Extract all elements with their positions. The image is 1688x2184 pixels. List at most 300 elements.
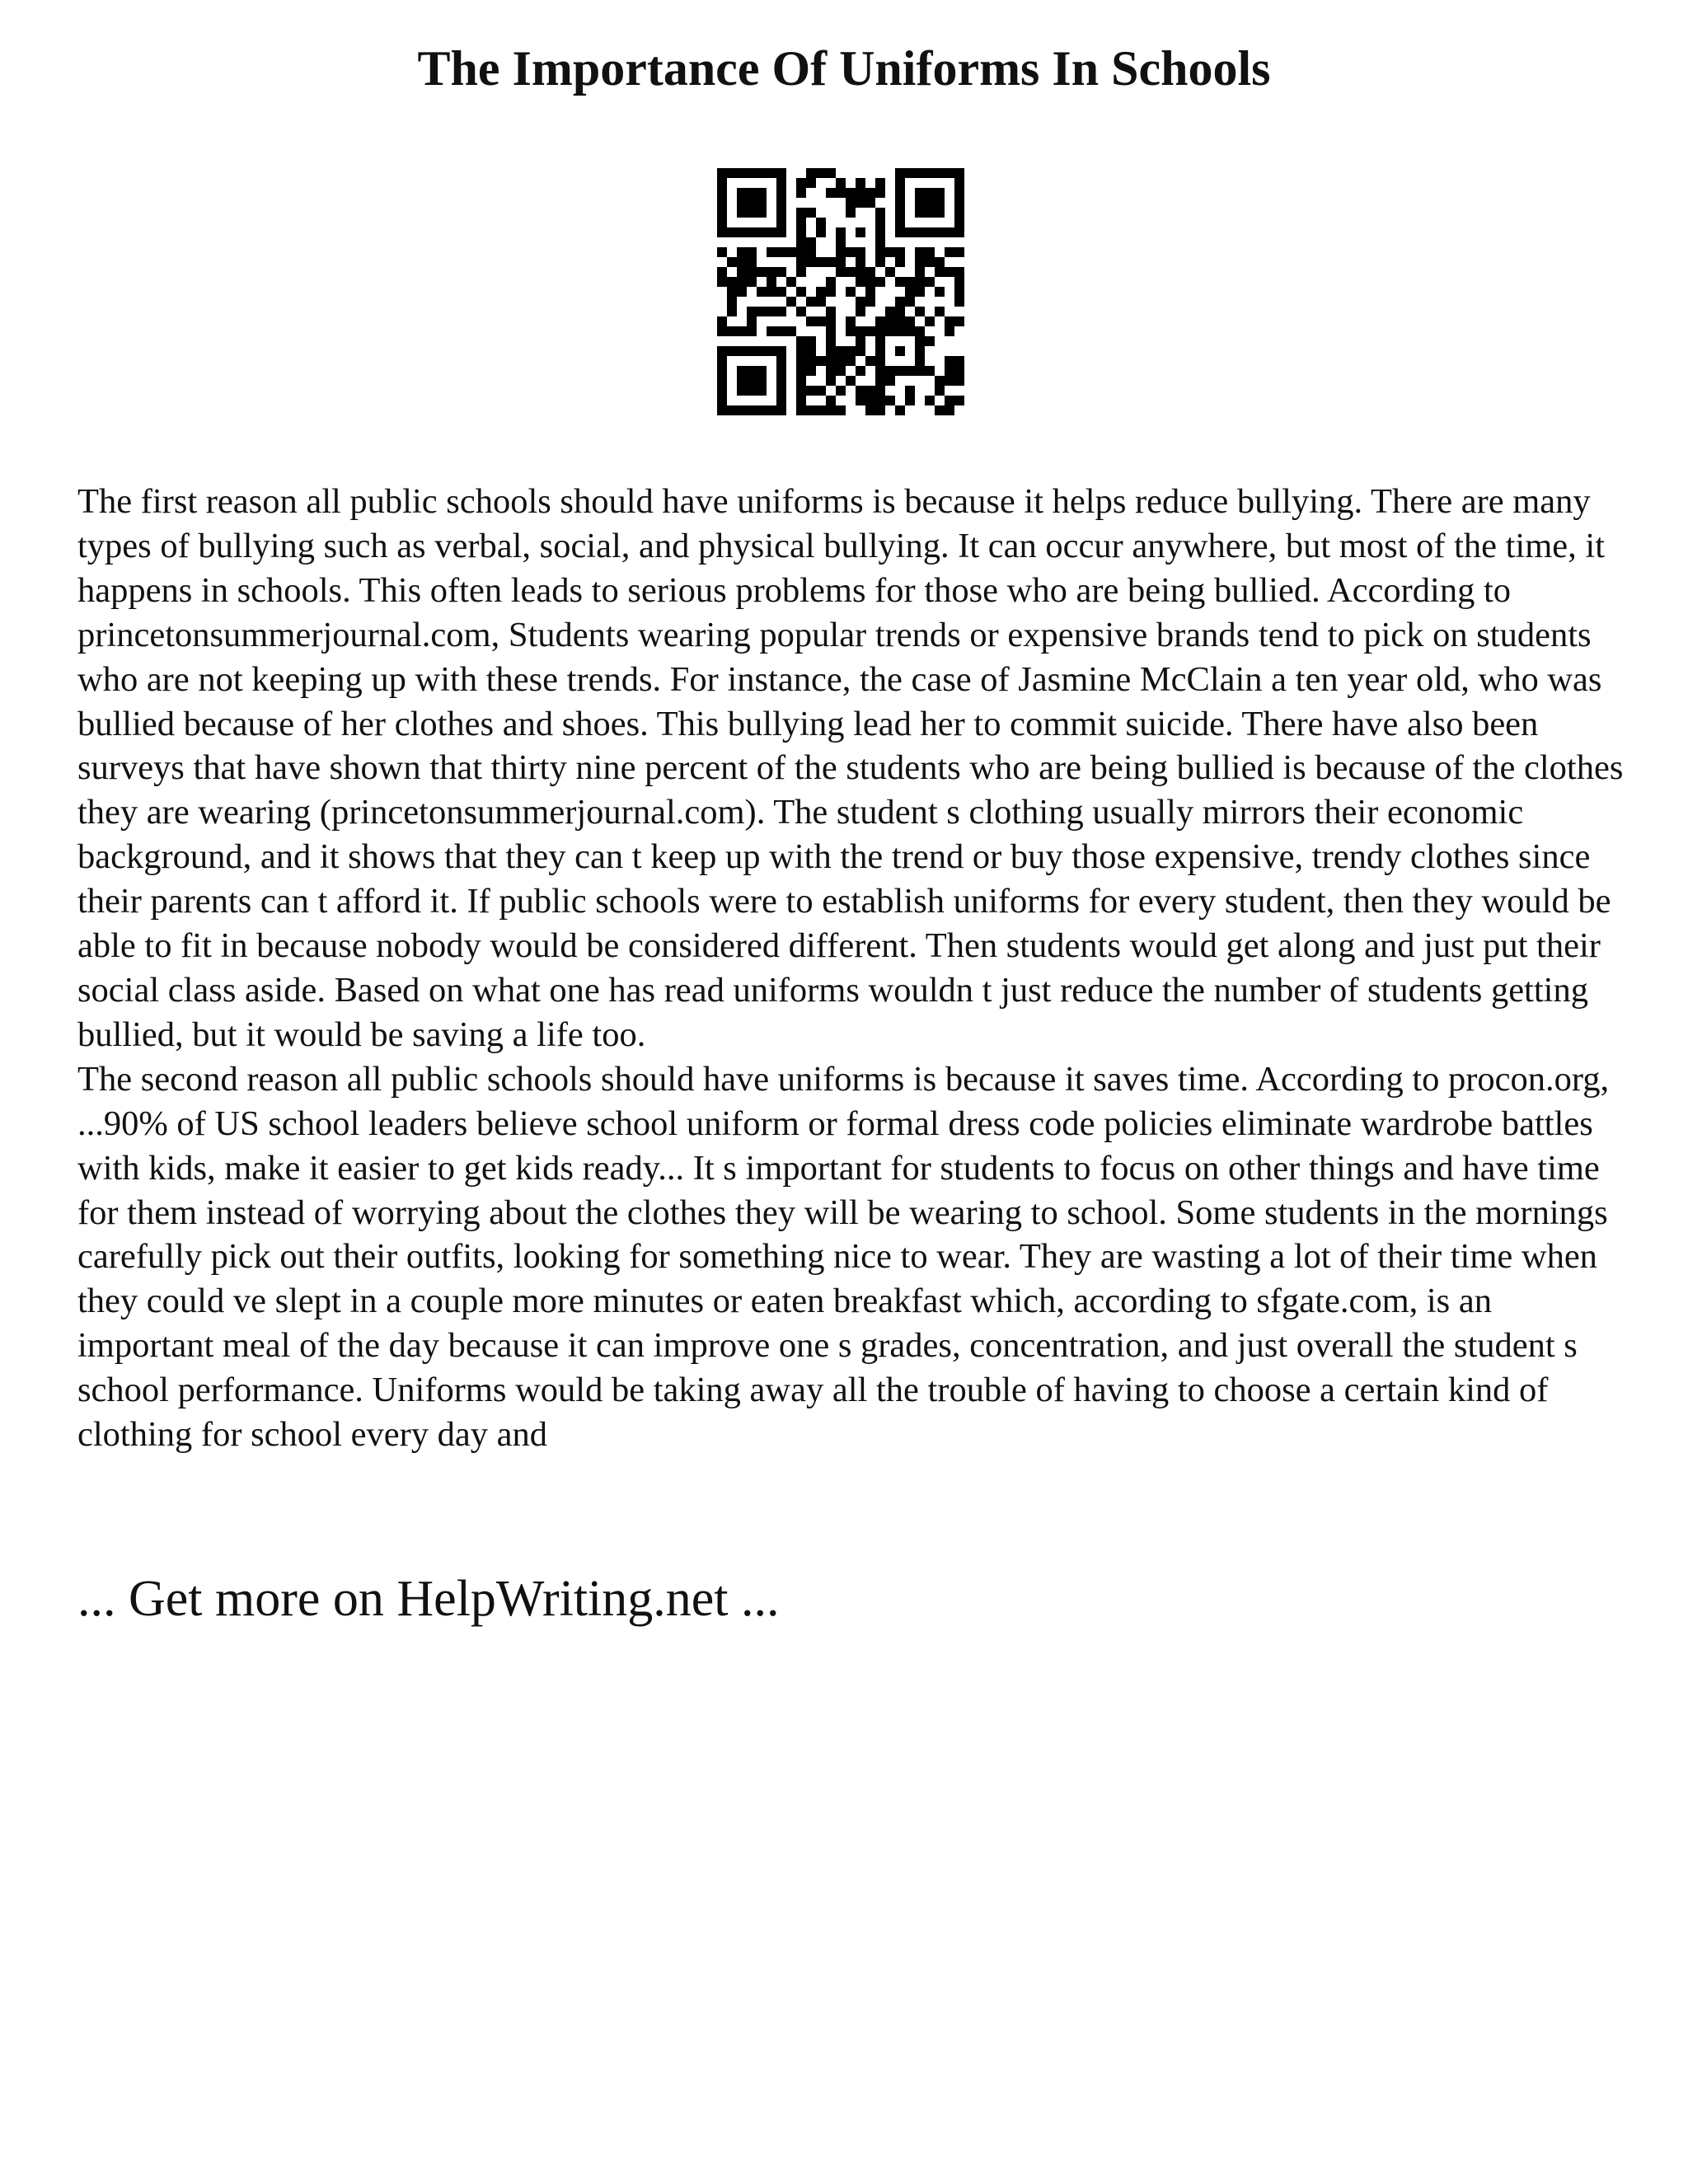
qr-module: [895, 188, 905, 198]
qr-module: [747, 326, 757, 336]
qr-module: [757, 376, 767, 386]
qr-module: [826, 188, 836, 198]
qr-module: [925, 227, 935, 237]
qr-module: [806, 386, 816, 396]
qr-module: [954, 188, 964, 198]
qr-module: [856, 326, 865, 336]
qr-module: [915, 277, 925, 287]
qr-module: [865, 267, 875, 277]
qr-module: [915, 168, 925, 178]
qr-module: [717, 366, 727, 376]
get-more-link[interactable]: ... Get more on HelpWriting.net ...: [77, 1571, 780, 1627]
qr-module: [915, 247, 925, 257]
qr-module: [895, 326, 905, 336]
qr-module: [935, 307, 945, 316]
qr-module: [895, 307, 905, 316]
qr-module: [846, 208, 856, 218]
qr-module: [717, 326, 727, 336]
qr-module: [717, 198, 727, 208]
qr-module: [945, 316, 954, 326]
qr-module: [776, 376, 786, 386]
qr-module: [836, 366, 846, 376]
qr-module: [747, 188, 757, 198]
qr-module: [737, 227, 747, 237]
qr-module: [856, 227, 865, 237]
qr-module: [806, 336, 816, 346]
qr-module: [954, 396, 964, 405]
qr-module: [717, 386, 727, 396]
qr-module: [915, 227, 925, 237]
qr-module: [836, 267, 846, 277]
qr-module: [796, 336, 806, 346]
qr-module: [895, 366, 905, 376]
qr-module: [757, 405, 767, 415]
qr-module: [856, 257, 865, 267]
qr-module: [796, 366, 806, 376]
qr-module: [796, 178, 806, 188]
qr-module: [945, 267, 954, 277]
qr-module: [767, 267, 776, 277]
qr-module: [747, 316, 757, 326]
qr-module: [747, 366, 757, 376]
qr-module: [925, 168, 935, 178]
qr-module: [816, 227, 826, 237]
qr-module: [717, 376, 727, 386]
qr-module: [806, 178, 816, 188]
qr-module: [826, 336, 836, 346]
qr-module: [875, 376, 885, 386]
qr-module: [856, 188, 865, 198]
qr-module: [925, 336, 935, 346]
qr-module: [826, 396, 836, 405]
qr-module: [935, 257, 945, 267]
qr-module: [875, 218, 885, 227]
qr-module: [945, 168, 954, 178]
qr-module: [935, 227, 945, 237]
qr-module: [727, 346, 737, 356]
qr-module: [737, 267, 747, 277]
qr-module: [767, 277, 776, 287]
qr-module: [954, 356, 964, 366]
qr-module: [816, 316, 826, 326]
qr-module: [776, 208, 786, 218]
qr-module: [776, 346, 786, 356]
qr-module: [826, 287, 836, 297]
qr-module: [806, 346, 816, 356]
qr-module: [816, 168, 826, 178]
qr-module: [895, 227, 905, 237]
qr-module: [776, 356, 786, 366]
qr-module: [816, 386, 826, 396]
qr-module: [816, 218, 826, 227]
qr-module: [954, 297, 964, 307]
qr-module: [905, 366, 915, 376]
qr-module: [747, 405, 757, 415]
qr-module: [786, 326, 796, 336]
qr-module: [757, 267, 767, 277]
qr-module: [875, 227, 885, 237]
qr-module: [796, 208, 806, 218]
qr-module: [737, 346, 747, 356]
qr-module: [856, 336, 865, 346]
qr-module: [856, 198, 865, 208]
qr-module: [727, 405, 737, 415]
qr-module: [875, 405, 885, 415]
qr-module: [836, 405, 846, 415]
qr-module: [816, 297, 826, 307]
qr-module: [826, 356, 836, 366]
qr-module: [776, 227, 786, 237]
qr-module: [757, 346, 767, 356]
qr-module: [737, 257, 747, 267]
article-body: [77, 480, 1627, 1457]
qr-module: [767, 307, 776, 316]
qr-module: [915, 287, 925, 297]
qr-module: [885, 376, 895, 386]
qr-module: [856, 297, 865, 307]
qr-module: [836, 346, 846, 356]
qr-module: [875, 178, 885, 188]
qr-module: [836, 227, 846, 237]
qr-module: [875, 237, 885, 247]
qr-module: [737, 287, 747, 297]
qr-module: [954, 178, 964, 188]
qr-module: [875, 346, 885, 356]
qr-module: [856, 307, 865, 316]
qr-module: [954, 168, 964, 178]
qr-module: [747, 267, 757, 277]
qr-module: [856, 386, 865, 396]
qr-module: [856, 366, 865, 376]
qr-module: [935, 208, 945, 218]
qr-module: [717, 188, 727, 198]
qr-module: [875, 257, 885, 267]
qr-module: [806, 297, 816, 307]
qr-module: [717, 218, 727, 227]
qr-module: [935, 376, 945, 386]
qr-module: [717, 227, 727, 237]
qr-module: [925, 257, 935, 267]
qr-module: [776, 218, 786, 227]
qr-module: [935, 287, 945, 297]
qr-module: [806, 356, 816, 366]
qr-module: [865, 396, 875, 405]
qr-module: [915, 257, 925, 267]
qr-module: [915, 267, 925, 277]
qr-module: [826, 346, 836, 356]
qr-module: [767, 326, 776, 336]
qr-module: [747, 168, 757, 178]
qr-module: [747, 376, 757, 386]
paragraph: The first reason all public schools should have uniforms is because it helps reduce bullying. There are many types of bullying such as verbal, social, and physical bullying. It can occur anywhere, but most of the time, it happens in schools. This often leads to serious problems for those who are being bullied. According to princetonsummerjournal.com, Students wearing popular trends or expensive brands tend to pick on students who are not keeping up with these trends. For instance, the case of Jasmine McClain a ten year old, who was bullied because of her clothes and shoes. This bullying lead her to commit suicide. There have also been surveys that have shown that thirty nine percent of the students who are being bullied is because of the clothes they are wearing (princetonsummerjournal.com). The student s clothing usually mirrors their economic background, and it shows that they can t keep up with the trend or buy those expensive, trendy clothes since their parents can t afford it. If public schools were to establish uniforms for every student, then they would be able to fit in because nobody would be considered different. Then students would get along and just put their social class aside. Based on what one has read uniforms wouldn t just reduce the number of students getting bullied, but it would be saving a life too.: [77, 482, 1624, 1054]
qr-module: [796, 376, 806, 386]
qr-module: [767, 227, 776, 237]
qr-module: [776, 307, 786, 316]
qr-module: [895, 208, 905, 218]
qr-module: [776, 396, 786, 405]
qr-module: [885, 366, 895, 376]
qr-module: [836, 178, 846, 188]
qr-module: [954, 218, 964, 227]
qr-module: [747, 386, 757, 396]
qr-module: [885, 316, 895, 326]
qr-module: [954, 376, 964, 386]
qr-module: [945, 405, 954, 415]
qr-module: [846, 326, 856, 336]
qr-module: [865, 326, 875, 336]
qr-module: [945, 396, 954, 405]
qr-module: [717, 208, 727, 218]
qr-module: [717, 356, 727, 366]
qr-module: [757, 168, 767, 178]
qr-module: [954, 277, 964, 287]
qr-module: [895, 168, 905, 178]
qr-module: [846, 188, 856, 198]
qr-module: [796, 356, 806, 366]
qr-module: [856, 346, 865, 356]
qr-module: [846, 376, 856, 386]
qr-module: [945, 356, 954, 366]
qr-module: [776, 267, 786, 277]
qr-module: [856, 277, 865, 287]
qr-module: [885, 267, 895, 277]
qr-module: [806, 237, 816, 247]
qr-module: [915, 198, 925, 208]
qr-module: [776, 188, 786, 198]
qr-module: [826, 307, 836, 316]
qr-module: [954, 227, 964, 237]
qr-module: [935, 188, 945, 198]
qr-module: [905, 227, 915, 237]
qr-module: [727, 297, 737, 307]
qr-module: [786, 247, 796, 257]
qr-module: [875, 356, 885, 366]
qr-module: [816, 405, 826, 415]
qr-module: [717, 247, 727, 257]
qr-module: [737, 326, 747, 336]
qr-module: [925, 366, 935, 376]
qr-module: [925, 208, 935, 218]
qr-module: [757, 208, 767, 218]
qr-module: [757, 188, 767, 198]
qr-module: [767, 287, 776, 297]
qr-module: [757, 386, 767, 396]
qr-module: [905, 396, 915, 405]
qr-module: [925, 247, 935, 257]
qr-module: [717, 168, 727, 178]
qr-module: [875, 277, 885, 287]
qr-module: [935, 168, 945, 178]
qr-module: [717, 277, 727, 287]
qr-module: [895, 257, 905, 267]
qr-module: [895, 247, 905, 257]
qr-module: [885, 307, 895, 316]
qr-module: [826, 326, 836, 336]
qr-module: [895, 277, 905, 287]
qr-module: [875, 336, 885, 346]
qr-module: [767, 247, 776, 257]
qr-module: [935, 267, 945, 277]
qr-module: [954, 247, 964, 257]
qr-module: [925, 316, 935, 326]
qr-module: [826, 257, 836, 267]
qr-module: [885, 326, 895, 336]
qr-module: [846, 356, 856, 366]
qr-module: [727, 326, 737, 336]
qr-module: [875, 247, 885, 257]
qr-module: [846, 198, 856, 208]
qr-module: [915, 336, 925, 346]
qr-module: [895, 198, 905, 208]
qr-module: [895, 316, 905, 326]
qr-module: [727, 287, 737, 297]
qr-module: [905, 277, 915, 287]
qr-module: [796, 346, 806, 356]
qr-module: [945, 376, 954, 386]
qr-module: [757, 307, 767, 316]
qr-module: [806, 316, 816, 326]
qr-module: [885, 396, 895, 405]
qr-module: [776, 405, 786, 415]
qr-module: [875, 188, 885, 198]
qr-module: [915, 326, 925, 336]
qr-module: [796, 218, 806, 227]
qr-module: [816, 257, 826, 267]
qr-module: [727, 277, 737, 287]
qr-module: [737, 208, 747, 218]
qr-module: [747, 346, 757, 356]
qr-module: [747, 307, 757, 316]
qr-module: [826, 366, 836, 376]
qr-module: [856, 396, 865, 405]
qr-code-graphic: [717, 168, 964, 415]
qr-module: [856, 247, 865, 257]
qr-module: [776, 366, 786, 376]
qr-module: [945, 366, 954, 376]
qr-module: [737, 168, 747, 178]
qr-module: [875, 366, 885, 376]
qr-module: [767, 168, 776, 178]
qr-module: [757, 287, 767, 297]
qr-module: [776, 287, 786, 297]
qr-module: [905, 297, 915, 307]
qr-module: [806, 405, 816, 415]
qr-module: [727, 168, 737, 178]
qr-module: [954, 287, 964, 297]
qr-module: [915, 188, 925, 198]
qr-module: [865, 198, 875, 208]
qr-module: [747, 247, 757, 257]
qr-module: [895, 218, 905, 227]
qr-module: [757, 227, 767, 237]
qr-module: [737, 386, 747, 396]
qr-module: [846, 267, 856, 277]
qr-module: [865, 405, 875, 415]
qr-module: [727, 307, 737, 316]
qr-module: [796, 307, 806, 316]
qr-module: [945, 326, 954, 336]
qr-module: [786, 277, 796, 287]
qr-module: [846, 346, 856, 356]
qr-module: [806, 247, 816, 257]
qr-module: [757, 366, 767, 376]
qr-module: [796, 287, 806, 297]
qr-module: [776, 168, 786, 178]
qr-module: [915, 208, 925, 218]
page-title: The Importance Of Uniforms In Schools: [417, 41, 1271, 96]
qr-module: [875, 316, 885, 326]
qr-module: [925, 198, 935, 208]
qr-module: [954, 316, 964, 326]
qr-module: [836, 257, 846, 267]
qr-module: [875, 326, 885, 336]
qr-module: [826, 316, 836, 326]
qr-module: [747, 208, 757, 218]
qr-module: [915, 366, 925, 376]
qr-module: [945, 247, 954, 257]
qr-module: [737, 376, 747, 386]
qr-module: [836, 188, 846, 198]
qr-module: [747, 277, 757, 287]
qr-module: [954, 208, 964, 218]
qr-module: [806, 168, 816, 178]
qr-module: [954, 366, 964, 376]
qr-module: [846, 247, 856, 257]
qr-module: [796, 227, 806, 237]
qr-module: [737, 366, 747, 376]
qr-module: [796, 247, 806, 257]
qr-module: [954, 198, 964, 208]
qr-module: [767, 405, 776, 415]
qr-module: [717, 178, 727, 188]
qr-module: [826, 405, 836, 415]
qr-module: [717, 396, 727, 405]
qr-module: [846, 316, 856, 326]
qr-module: [895, 178, 905, 188]
qr-module: [747, 257, 757, 267]
qr-module: [875, 386, 885, 396]
qr-module: [865, 287, 875, 297]
qr-code-icon[interactable]: [717, 168, 964, 415]
qr-module: [776, 247, 786, 257]
qr-module: [796, 237, 806, 247]
qr-module: [935, 405, 945, 415]
qr-module: [737, 277, 747, 287]
qr-module: [796, 257, 806, 267]
qr-module: [925, 188, 935, 198]
qr-module: [875, 208, 885, 218]
qr-module: [796, 188, 806, 198]
qr-module: [796, 396, 806, 405]
qr-module: [905, 316, 915, 326]
qr-module: [836, 356, 846, 366]
qr-module: [885, 247, 895, 257]
qr-module: [895, 346, 905, 356]
qr-module: [865, 356, 875, 366]
qr-module: [905, 386, 915, 396]
qr-module: [796, 267, 806, 277]
qr-module: [856, 267, 865, 277]
qr-module: [717, 316, 727, 326]
qr-module: [826, 376, 836, 386]
qr-module: [776, 326, 786, 336]
qr-module: [954, 267, 964, 277]
qr-module: [727, 227, 737, 237]
qr-module: [747, 227, 757, 237]
qr-module: [776, 178, 786, 188]
qr-module: [786, 297, 796, 307]
qr-module: [816, 287, 826, 297]
